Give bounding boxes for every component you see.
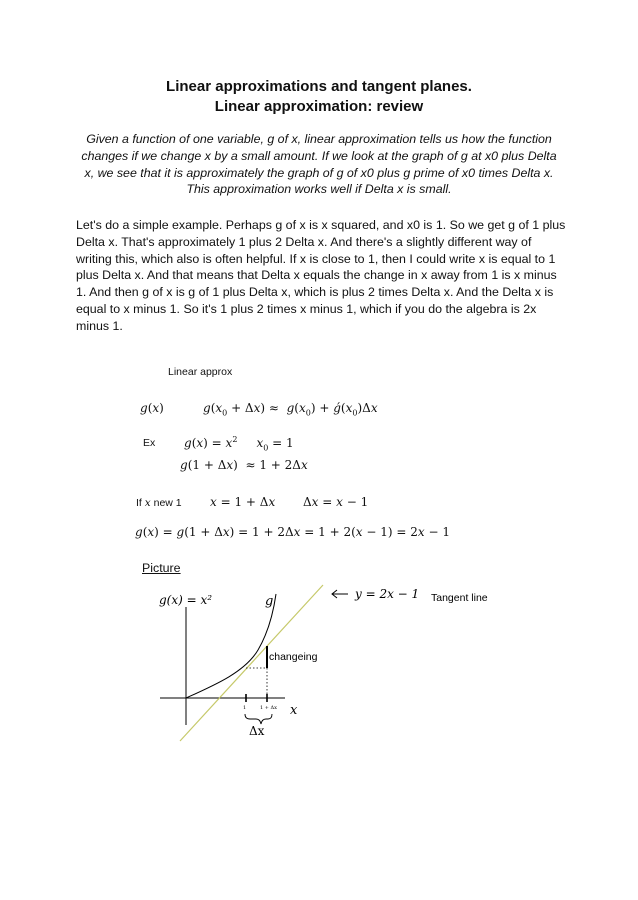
tangent-line-label: Tangent line	[431, 592, 488, 604]
formula-x-eq: x = 1 + Δx	[210, 495, 276, 509]
linear-approx-label: Linear approx	[168, 366, 233, 378]
tick-1-plus-dx-label: 1 + Δx	[260, 705, 277, 711]
if-new-label: If x new 1	[136, 497, 182, 509]
tick-1-label: 1	[243, 705, 247, 711]
formula-dx-eq: Δx = x − 1	[303, 495, 369, 509]
y-line-label: y = 2x − 1	[355, 587, 420, 601]
delta-x-brace	[245, 714, 272, 724]
formula-g-1-plus-dx: g(1 + Δx) ≈ 1 + 2Δx	[180, 458, 308, 472]
formula-linear-approx: $g(x_0 + \Delta x) \approx g(x_0)$ + $ǵ(x_0)\Delta x$	[203, 401, 378, 418]
graph-gx-label: g(x) = x²	[159, 593, 213, 607]
curve-g	[186, 594, 276, 698]
picture-label: Picture	[142, 561, 181, 575]
document-subtitle: Linear approximation: review	[214, 98, 424, 115]
changeing-label: changeing	[269, 651, 318, 663]
g-label: g	[265, 594, 274, 609]
formula-result: g(x) = g(1 + Δx) = 1 + 2Δx = 1 + 2(x − 1) = 2x − 1	[135, 525, 450, 539]
document-title: Linear approximations and tangent planes.	[166, 78, 472, 95]
tangent-line	[180, 585, 323, 741]
formula-g-x-squared: $g(x) = x^2$ $x_0 = 1$	[184, 435, 294, 453]
delta-x-label: Δx	[249, 724, 265, 738]
intro-paragraph: Given a function of one variable, g of x, linear approximation tells us how the function changes if we change x by a small amount. If we look at the graph of g at x0 plus Delta x, we see that it is approximately the graph of g of x0 plus g prime of x0 times Delta x. This approximation works well if Delta x is small.	[81, 132, 557, 197]
ex-label: Ex	[143, 437, 156, 449]
body-paragraph: Let's do a simple example. Perhaps g of x is x squared, and x0 is 1. So we get g of 1 plus Delta x. That's approximately 1 plus 2 Delta x. And there's a slightly different way of writing this, which also is often helpful. If x is close to 1, then I could write x is equal to 1 plus Delta x. And that means that Delta x equals the change in x away from 1 is x minus 1. And then g of x is g of 1 plus Delta x, which is plus 2 times Delta x. And the Delta x is equal to x minus 1. So it's 1 plus 2 times x minus 1, which if you do the algebra is 2x minus 1.	[76, 218, 566, 333]
formula-gx: g(x)	[140, 401, 164, 415]
x-axis-label: x	[290, 703, 298, 718]
